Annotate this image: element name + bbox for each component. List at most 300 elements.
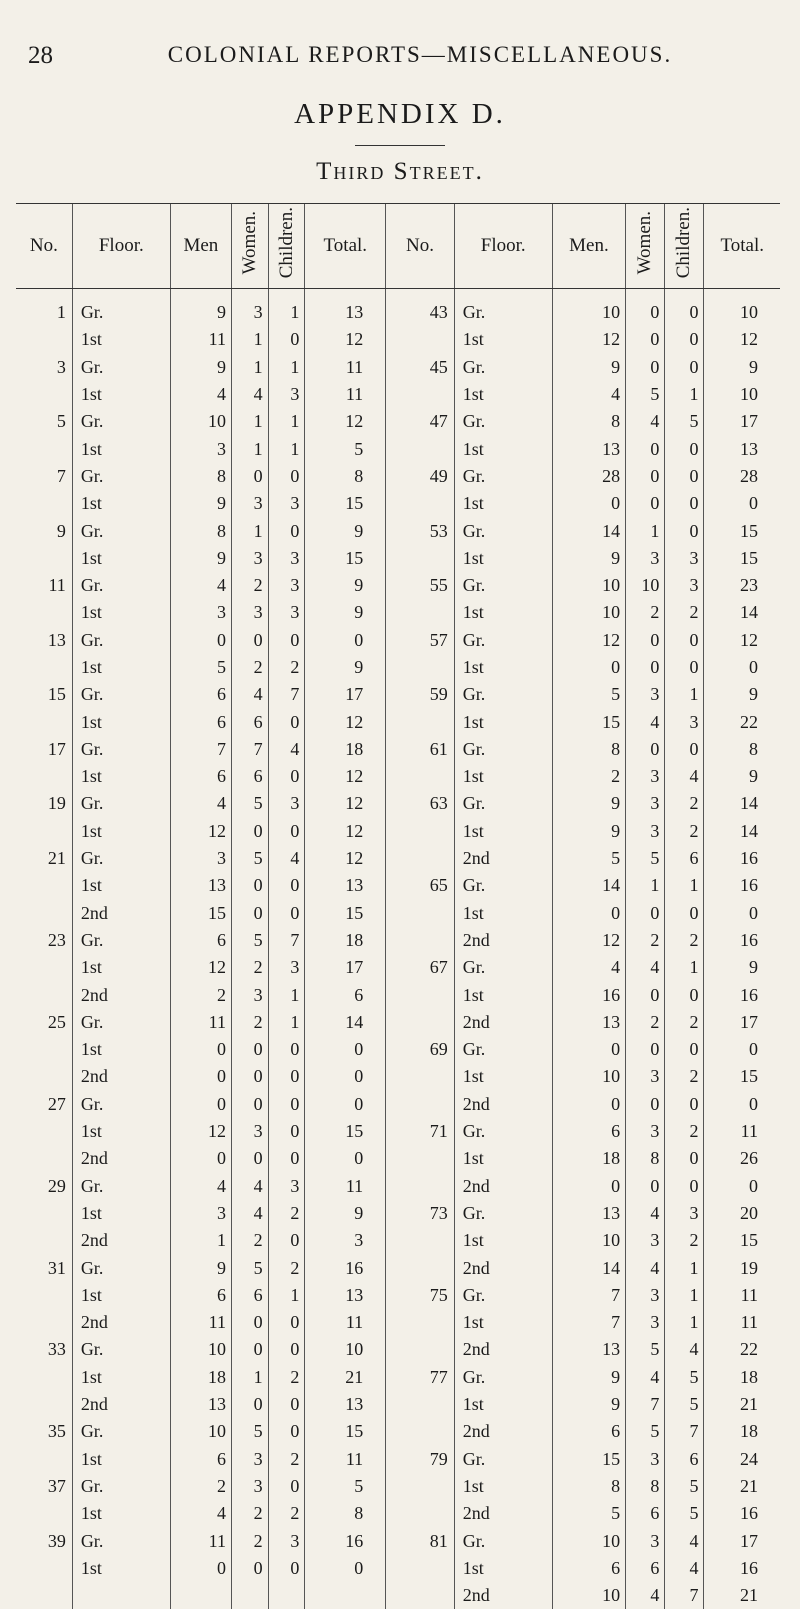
men-count-right-cell: 8: [552, 736, 625, 763]
floor-cell: 1st: [72, 545, 170, 572]
total-count-right-cell: 16: [704, 981, 780, 1008]
total-count-right-cell: 23: [704, 572, 780, 599]
children-count-right-cell: 2: [665, 599, 704, 626]
women-count-cell: 4: [231, 1200, 268, 1227]
women-count-right-cell: 0: [626, 289, 665, 327]
floor-right-cell: 1st: [454, 1555, 552, 1582]
house-number-cell: [16, 818, 72, 845]
total-count-right-cell: 21: [704, 1391, 780, 1418]
house-number-cell: 37: [16, 1473, 72, 1500]
table-row: [16, 1254, 780, 1281]
men-count-cell: 2: [170, 981, 231, 1008]
total-count-cell: 15: [305, 490, 386, 517]
house-number-right-cell: [386, 818, 455, 845]
floor-right-cell: 1st: [454, 1473, 552, 1500]
men-count-cell: 6: [170, 1282, 231, 1309]
total-count-cell: 13: [305, 289, 386, 327]
floor-right-cell: Gr.: [454, 954, 552, 981]
floor-cell: Gr.: [72, 354, 170, 381]
floor-cell: 1st: [72, 326, 170, 353]
total-count-cell: 0: [305, 1036, 386, 1063]
total-count-right-cell: 18: [704, 1418, 780, 1445]
house-number-right-cell: 79: [386, 1445, 455, 1472]
floor-cell: 1st: [72, 1282, 170, 1309]
children-count-cell: 0: [268, 872, 305, 899]
men-count-cell: 6: [170, 681, 231, 708]
total-count-right-cell: 12: [704, 326, 780, 353]
house-number-cell: 19: [16, 790, 72, 817]
floor-right-cell: 2nd: [454, 1009, 552, 1036]
women-count-cell: 3: [231, 1118, 268, 1145]
children-count-cell: 2: [268, 1364, 305, 1391]
women-count-right-cell: 0: [626, 1036, 665, 1063]
floor-right-cell: 1st: [454, 763, 552, 790]
floor-right-cell: 2nd: [454, 1254, 552, 1281]
table-row: [16, 1227, 780, 1254]
children-count-cell: 3: [268, 599, 305, 626]
table-row: [16, 1527, 780, 1554]
men-count-cell: 9: [170, 545, 231, 572]
floor-right-cell: Gr.: [454, 1527, 552, 1554]
children-count-right-cell: 0: [665, 900, 704, 927]
children-count-cell: 0: [268, 1227, 305, 1254]
total-count-cell: 13: [305, 872, 386, 899]
men-count-right-cell: 9: [552, 354, 625, 381]
col-header-women-label: Women.: [239, 211, 261, 274]
women-count-right-cell: 1: [626, 872, 665, 899]
total-count-cell: 13: [305, 1391, 386, 1418]
floor-right-cell: 1st: [454, 599, 552, 626]
children-count-right-cell: 1: [665, 872, 704, 899]
table-row: [16, 681, 780, 708]
women-count-cell: 0: [231, 463, 268, 490]
house-number-cell: 39: [16, 1527, 72, 1554]
children-count-cell: 0: [268, 326, 305, 353]
house-number-right-cell: 57: [386, 627, 455, 654]
total-count-right-cell: 16: [704, 1555, 780, 1582]
house-number-right-cell: [386, 1555, 455, 1582]
house-number-right-cell: [386, 1063, 455, 1090]
street-title: Third Street.: [0, 158, 800, 186]
house-number-cell: 27: [16, 1091, 72, 1118]
floor-right-cell: 2nd: [454, 927, 552, 954]
men-count-right-cell: 8: [552, 1473, 625, 1500]
table-row: [16, 818, 780, 845]
children-count-cell: 0: [268, 1309, 305, 1336]
children-count-right-cell: 5: [665, 1500, 704, 1527]
header-row: [16, 204, 780, 289]
floor-right-cell: 1st: [454, 490, 552, 517]
men-count-right-cell: 28: [552, 463, 625, 490]
children-count-cell: 0: [268, 463, 305, 490]
table-row: [16, 289, 780, 327]
children-count-cell: [268, 1582, 305, 1609]
total-count-right-cell: 9: [704, 681, 780, 708]
floor-right-cell: 1st: [454, 708, 552, 735]
women-count-right-cell: 4: [626, 408, 665, 435]
table-row: [16, 981, 780, 1008]
house-number-cell: [16, 435, 72, 462]
children-count-cell: 0: [268, 1336, 305, 1363]
men-count-right-cell: 9: [552, 790, 625, 817]
children-count-cell: 1: [268, 354, 305, 381]
children-count-right-cell: 5: [665, 1364, 704, 1391]
men-count-right-cell: 10: [552, 289, 625, 327]
total-count-right-cell: 15: [704, 517, 780, 544]
women-count-cell: 2: [231, 954, 268, 981]
men-count-right-cell: 0: [552, 1091, 625, 1118]
house-number-cell: [16, 1500, 72, 1527]
table-row: [16, 1473, 780, 1500]
total-count-right-cell: 26: [704, 1145, 780, 1172]
house-number-right-cell: [386, 763, 455, 790]
women-count-right-cell: 3: [626, 818, 665, 845]
total-count-right-cell: 17: [704, 1009, 780, 1036]
men-count-cell: 4: [170, 1173, 231, 1200]
house-number-right-cell: [386, 708, 455, 735]
women-count-right-cell: 4: [626, 1364, 665, 1391]
running-title: COLONIAL REPORTS—MISCELLANEOUS.: [28, 42, 772, 68]
house-number-cell: 5: [16, 408, 72, 435]
table-row: [16, 1145, 780, 1172]
floor-cell: 2nd: [72, 1063, 170, 1090]
women-count-right-cell: 2: [626, 927, 665, 954]
women-count-right-cell: 4: [626, 1200, 665, 1227]
women-count-cell: 0: [231, 1309, 268, 1336]
table-row: [16, 517, 780, 544]
table-row: [16, 545, 780, 572]
house-number-right-cell: [386, 981, 455, 1008]
house-number-cell: [16, 1282, 72, 1309]
floor-cell: 1st: [72, 872, 170, 899]
men-count-right-cell: 8: [552, 408, 625, 435]
table-row: [16, 572, 780, 599]
house-number-cell: [16, 1145, 72, 1172]
appendix-title: APPENDIX D.: [0, 98, 800, 131]
women-count-right-cell: 0: [626, 1173, 665, 1200]
floor-cell: 1st: [72, 1445, 170, 1472]
women-count-cell: 3: [231, 1473, 268, 1500]
men-count-cell: 0: [170, 1555, 231, 1582]
house-number-right-cell: 43: [386, 289, 455, 327]
men-count-cell: 12: [170, 954, 231, 981]
col-header-women-right: [626, 204, 665, 289]
house-number-cell: [16, 654, 72, 681]
floor-right-cell: Gr.: [454, 1036, 552, 1063]
total-count-cell: 21: [305, 1364, 386, 1391]
table-row: [16, 736, 780, 763]
house-number-cell: [16, 708, 72, 735]
house-number-cell: [16, 1118, 72, 1145]
men-count-right-cell: 13: [552, 1009, 625, 1036]
women-count-right-cell: 5: [626, 845, 665, 872]
house-number-right-cell: 47: [386, 408, 455, 435]
children-count-right-cell: 2: [665, 1118, 704, 1145]
house-number-cell: [16, 981, 72, 1008]
total-count-right-cell: 15: [704, 1063, 780, 1090]
total-count-right-cell: 0: [704, 654, 780, 681]
house-number-right-cell: 53: [386, 517, 455, 544]
total-count-right-cell: 16: [704, 927, 780, 954]
women-count-cell: 2: [231, 1527, 268, 1554]
floor-cell: 2nd: [72, 1227, 170, 1254]
children-count-right-cell: 0: [665, 326, 704, 353]
men-count-cell: 10: [170, 1418, 231, 1445]
women-count-right-cell: 6: [626, 1500, 665, 1527]
floor-cell: Gr.: [72, 1473, 170, 1500]
men-count-right-cell: 6: [552, 1418, 625, 1445]
total-count-right-cell: 22: [704, 1336, 780, 1363]
total-count-right-cell: 0: [704, 490, 780, 517]
col-header-children-right: [665, 204, 704, 289]
floor-right-cell: 2nd: [454, 1173, 552, 1200]
men-count-right-cell: 13: [552, 1336, 625, 1363]
house-number-cell: [16, 763, 72, 790]
men-count-right-cell: 16: [552, 981, 625, 1008]
house-number-right-cell: 61: [386, 736, 455, 763]
house-number-right-cell: 59: [386, 681, 455, 708]
men-count-cell: 8: [170, 463, 231, 490]
floor-right-cell: Gr.: [454, 408, 552, 435]
women-count-right-cell: 0: [626, 627, 665, 654]
house-number-cell: [16, 1200, 72, 1227]
women-count-right-cell: 4: [626, 954, 665, 981]
men-count-right-cell: 9: [552, 818, 625, 845]
children-count-right-cell: 1: [665, 954, 704, 981]
women-count-right-cell: 7: [626, 1391, 665, 1418]
men-count-cell: 10: [170, 1336, 231, 1363]
table-row: [16, 654, 780, 681]
children-count-cell: 0: [268, 818, 305, 845]
women-count-right-cell: 0: [626, 463, 665, 490]
table-row: [16, 1555, 780, 1582]
children-count-cell: 3: [268, 381, 305, 408]
house-number-cell: 1: [16, 289, 72, 327]
total-count-cell: 18: [305, 736, 386, 763]
table-row: [16, 763, 780, 790]
col-header-no: No.: [16, 204, 72, 289]
children-count-cell: 3: [268, 954, 305, 981]
women-count-right-cell: 5: [626, 381, 665, 408]
children-count-right-cell: 5: [665, 408, 704, 435]
house-number-cell: [16, 954, 72, 981]
floor-cell: 1st: [72, 1500, 170, 1527]
total-count-cell: 12: [305, 818, 386, 845]
total-count-right-cell: 11: [704, 1118, 780, 1145]
children-count-right-cell: 0: [665, 1145, 704, 1172]
total-count-cell: 8: [305, 463, 386, 490]
table-row: [16, 790, 780, 817]
men-count-cell: 3: [170, 845, 231, 872]
men-count-right-cell: 15: [552, 708, 625, 735]
women-count-right-cell: 10: [626, 572, 665, 599]
table-row: [16, 381, 780, 408]
women-count-cell: 0: [231, 1063, 268, 1090]
col-header-floor-right: Floor.: [454, 204, 552, 289]
total-count-cell: 14: [305, 1009, 386, 1036]
table-row: [16, 599, 780, 626]
total-count-right-cell: 18: [704, 1364, 780, 1391]
floor-right-cell: Gr.: [454, 463, 552, 490]
house-number-cell: [16, 900, 72, 927]
floor-cell: 1st: [72, 1364, 170, 1391]
women-count-right-cell: 0: [626, 736, 665, 763]
children-count-right-cell: 2: [665, 1227, 704, 1254]
floor-right-cell: 1st: [454, 545, 552, 572]
col-header-no-right: No.: [386, 204, 455, 289]
table-row: [16, 845, 780, 872]
col-header-women-right-label: Women.: [634, 211, 656, 274]
house-number-right-cell: [386, 654, 455, 681]
total-count-right-cell: 10: [704, 381, 780, 408]
men-count-right-cell: 12: [552, 627, 625, 654]
floor-cell: Gr.: [72, 790, 170, 817]
house-number-cell: 7: [16, 463, 72, 490]
house-number-right-cell: [386, 1391, 455, 1418]
children-count-cell: 4: [268, 736, 305, 763]
children-count-right-cell: 2: [665, 1009, 704, 1036]
house-number-cell: [16, 1582, 72, 1609]
total-count-cell: 8: [305, 1500, 386, 1527]
floor-cell: Gr.: [72, 627, 170, 654]
house-number-cell: 11: [16, 572, 72, 599]
col-header-children-label: Children.: [276, 207, 298, 278]
floor-cell: 1st: [72, 818, 170, 845]
house-number-right-cell: 65: [386, 872, 455, 899]
women-count-right-cell: 0: [626, 326, 665, 353]
men-count-cell: 0: [170, 1091, 231, 1118]
total-count-cell: 6: [305, 981, 386, 1008]
total-count-right-cell: 13: [704, 435, 780, 462]
women-count-cell: 0: [231, 1036, 268, 1063]
total-count-cell: 9: [305, 572, 386, 599]
total-count-cell: 0: [305, 1063, 386, 1090]
table-row: [16, 900, 780, 927]
total-count-right-cell: 14: [704, 818, 780, 845]
children-count-right-cell: 3: [665, 545, 704, 572]
floor-cell: Gr.: [72, 1173, 170, 1200]
floor-right-cell: 1st: [454, 1063, 552, 1090]
house-number-cell: [16, 1227, 72, 1254]
floor-right-cell: 2nd: [454, 1418, 552, 1445]
women-count-right-cell: 3: [626, 545, 665, 572]
men-count-cell: 3: [170, 599, 231, 626]
house-number-right-cell: [386, 1227, 455, 1254]
men-count-right-cell: 15: [552, 1445, 625, 1472]
children-count-right-cell: 0: [665, 289, 704, 327]
table-row: [16, 463, 780, 490]
men-count-cell: 4: [170, 381, 231, 408]
women-count-right-cell: 0: [626, 490, 665, 517]
men-count-right-cell: 4: [552, 381, 625, 408]
floor-right-cell: Gr.: [454, 1282, 552, 1309]
total-count-cell: [305, 1582, 386, 1609]
women-count-right-cell: 5: [626, 1418, 665, 1445]
total-count-cell: 11: [305, 381, 386, 408]
floor-cell: [72, 1582, 170, 1609]
house-number-cell: 9: [16, 517, 72, 544]
total-count-cell: 18: [305, 927, 386, 954]
women-count-cell: 7: [231, 736, 268, 763]
women-count-cell: 1: [231, 1364, 268, 1391]
total-count-right-cell: 16: [704, 845, 780, 872]
women-count-cell: 5: [231, 845, 268, 872]
total-count-right-cell: 15: [704, 545, 780, 572]
total-count-right-cell: 0: [704, 900, 780, 927]
women-count-right-cell: 4: [626, 1254, 665, 1281]
men-count-right-cell: 18: [552, 1145, 625, 1172]
men-count-right-cell: 0: [552, 654, 625, 681]
house-number-right-cell: [386, 1309, 455, 1336]
women-count-cell: 4: [231, 1173, 268, 1200]
total-count-cell: 15: [305, 1418, 386, 1445]
women-count-right-cell: 0: [626, 435, 665, 462]
house-number-cell: [16, 1445, 72, 1472]
men-count-cell: 5: [170, 654, 231, 681]
children-count-cell: 7: [268, 681, 305, 708]
women-count-cell: 0: [231, 1391, 268, 1418]
children-count-right-cell: 6: [665, 845, 704, 872]
floor-cell: 2nd: [72, 1309, 170, 1336]
children-count-right-cell: 0: [665, 1173, 704, 1200]
total-count-cell: 11: [305, 1309, 386, 1336]
floor-right-cell: 1st: [454, 1145, 552, 1172]
children-count-cell: 0: [268, 1555, 305, 1582]
col-header-total-right: Total.: [704, 204, 780, 289]
children-count-cell: 2: [268, 1445, 305, 1472]
children-count-right-cell: 1: [665, 1309, 704, 1336]
men-count-right-cell: 2: [552, 763, 625, 790]
house-number-cell: 15: [16, 681, 72, 708]
floor-right-cell: Gr.: [454, 681, 552, 708]
table-row: [16, 1391, 780, 1418]
total-count-cell: 11: [305, 354, 386, 381]
men-count-cell: 9: [170, 1254, 231, 1281]
men-count-cell: 12: [170, 818, 231, 845]
men-count-cell: 6: [170, 1445, 231, 1472]
census-table: [16, 203, 780, 1609]
women-count-right-cell: 4: [626, 1582, 665, 1609]
floor-cell: 1st: [72, 490, 170, 517]
children-count-cell: 2: [268, 1254, 305, 1281]
total-count-cell: 16: [305, 1254, 386, 1281]
men-count-cell: 9: [170, 354, 231, 381]
floor-cell: 1st: [72, 1036, 170, 1063]
total-count-right-cell: 17: [704, 408, 780, 435]
table-row: [16, 1582, 780, 1609]
total-count-right-cell: 21: [704, 1473, 780, 1500]
children-count-right-cell: 1: [665, 1254, 704, 1281]
house-number-right-cell: 63: [386, 790, 455, 817]
children-count-cell: 0: [268, 900, 305, 927]
women-count-right-cell: 3: [626, 1118, 665, 1145]
men-count-right-cell: 14: [552, 517, 625, 544]
men-count-cell: 11: [170, 1309, 231, 1336]
floor-right-cell: 2nd: [454, 1336, 552, 1363]
floor-right-cell: Gr.: [454, 354, 552, 381]
men-count-right-cell: 9: [552, 1364, 625, 1391]
floor-cell: Gr.: [72, 1527, 170, 1554]
men-count-cell: 11: [170, 326, 231, 353]
men-count-right-cell: 5: [552, 1500, 625, 1527]
children-count-cell: 0: [268, 1391, 305, 1418]
floor-cell: Gr.: [72, 681, 170, 708]
men-count-right-cell: 6: [552, 1555, 625, 1582]
floor-right-cell: 1st: [454, 981, 552, 1008]
floor-right-cell: 1st: [454, 900, 552, 927]
total-count-cell: 10: [305, 1336, 386, 1363]
floor-cell: 1st: [72, 1118, 170, 1145]
